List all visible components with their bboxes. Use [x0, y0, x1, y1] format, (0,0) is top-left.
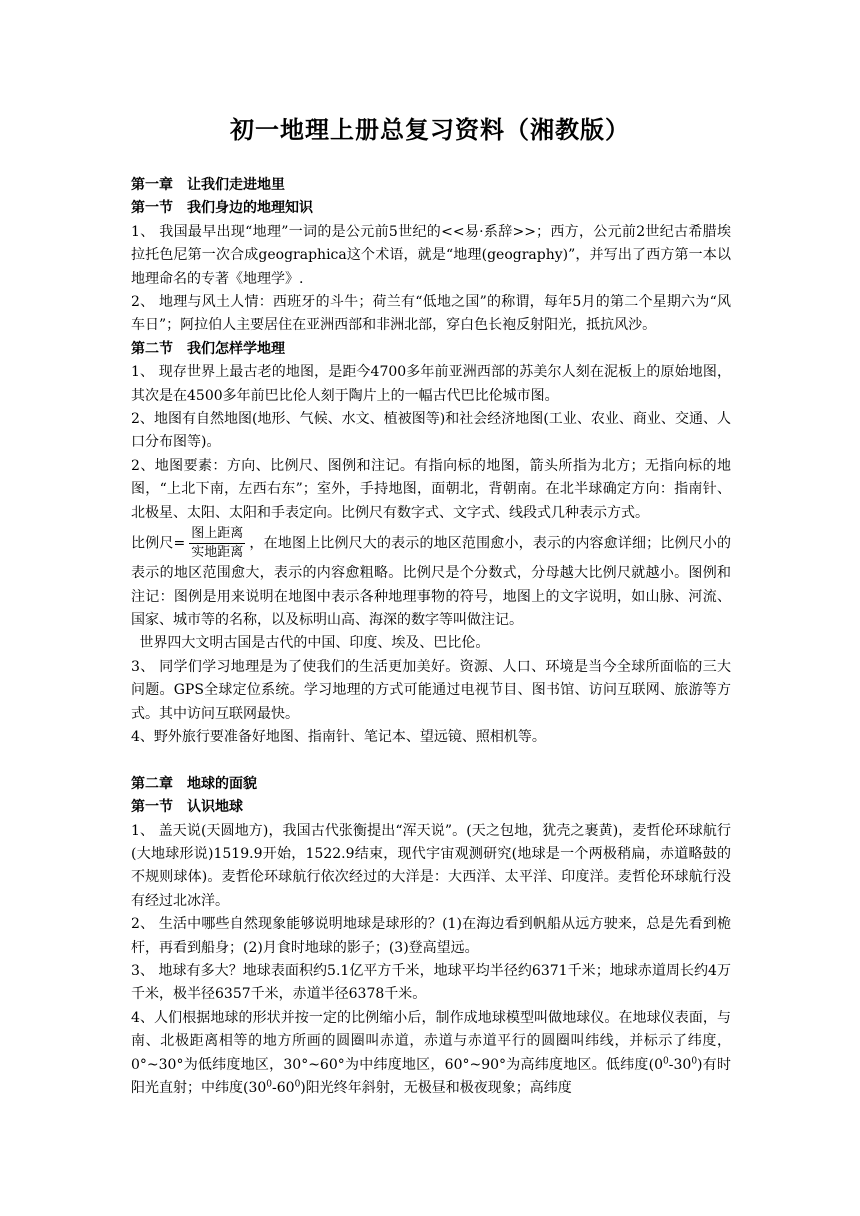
paragraph: 3、 地球有多大？地球表面积约5.1亿平方千米，地球平均半径约6371千米；地球赤道周长约4万千米，极半径6357千米，赤道半径6378千米。: [131, 962, 731, 1003]
paragraph: 4、野外旅行要准备好地图、指南针、笔记本、望远镜、照相机等。: [131, 728, 546, 745]
paragraph: 1、 盖天说(天圆地方)，我国古代张衡提出“浑天说”。(天之包地，犹壳之裹黄)，麦哲伦环球航行(大地球形说)1519.9开始，1522.9结束，现代宇宙观测研究(地球是一个两极稍扁，赤道略鼓的不规则球体)。麦哲伦环球航行依次经过的大洋是：大西洋、太平洋、印度洋。麦哲伦环球航行没有经过北冰洋。: [131, 822, 731, 909]
document-title: 初一地理上册总复习资料（湘教版）: [230, 116, 630, 144]
paragraph: 2、地图要素：方向、比例尺、图例和注记。有指向标的地图，箭头所指为北方；无指向标的地图，“上北下南，左西右东”；室外，手持地图，面朝北，背朝南。在北半球确定方向：指南针、北极星、太阳、太阳和手表定向。比例尺有数字式、文字式、线段式几种表示方式。: [131, 457, 731, 521]
superscript: 0: [294, 1079, 301, 1090]
fraction-denominator: 实地距离: [191, 545, 244, 561]
paragraph: 3、 同学们学习地理是为了使我们的生活更加美好。资源、人口、环境是当今全球所面临的三大问题。GPS全球定位系统。学习地理的方式可能通过电视节目、图书馆、访问互联网、旅游等方式。其中访问互联网最快。: [131, 658, 731, 722]
fraction-numerator: 图上距离: [189, 525, 245, 544]
paragraph: 2、地图有自然地图(地形、气候、水文、植被图等)和社会经济地图(工业、农业、商业、交通、人口分布图等)。: [131, 411, 731, 451]
paragraph: 2、 地理与风土人情：西班牙的斗牛；荷兰有“低地之国”的称谓，每年5月的第二个星期六为“风车日”；阿拉伯人主要居住在亚洲西部和非洲北部，穿白色长袍反射阳光，抵抗风沙。: [131, 294, 731, 334]
superscript: 0: [266, 1079, 273, 1090]
text-run: )阳光终年斜射，无极昼和极夜现象；高纬度: [300, 1080, 572, 1097]
document-body: [131, 174, 731, 1100]
paragraph: 世界四大文明古国是古代的中国、印度、埃及、巴比伦。: [139, 635, 490, 652]
section-heading: 第二节 我们怎样学地理: [131, 340, 285, 357]
paragraph: 2、 生活中哪些自然现象能够说明地球是球形的？(1)在海边看到帆船从远方驶来，总是先看到桅杆，再看到船身；(2)月食时地球的影子；(3)登高望远。: [131, 916, 731, 956]
text-run: 4、人们根据地球的形状并按一定的比例缩小后，制作成地球模型叫做地球仪。在地球仪表面，与南、北极距离相等的地方所画的圆圈叫赤道，赤道与赤道平行的圆圈叫纬线，并标示了纬度，0°~30°为低纬度地区，30°~60°为中纬度地区，60°~90°为高纬度地区。低纬度(0: [131, 1009, 731, 1073]
scale-fraction: [189, 525, 245, 562]
superscript: 0: [691, 1055, 698, 1066]
section-heading: 第一节 我们身边的地理知识: [131, 200, 313, 217]
text-run: -30: [668, 1056, 692, 1073]
paragraph: [131, 1007, 731, 1101]
superscript: 0: [663, 1055, 669, 1066]
chapter-heading: 第二章 地球的面貌: [131, 775, 257, 792]
paragraph: 1、 我国最早出现“地理”一词的是公元前5世纪的<<易·系辞>>；西方，公元前2世纪古希腊埃拉托色尼第一次合成geographica这个术语，就是“地理(geography)”，并写出了西方第一本以地理命名的专著《地理学》.: [131, 223, 731, 287]
text-run: )有时阳光直射；中纬度(30: [131, 1056, 731, 1097]
text-run: -60: [272, 1080, 295, 1097]
chapter-heading: 第一章 让我们走进地里: [131, 177, 285, 193]
scale-formula-paragraph: [131, 525, 731, 632]
spacer: [131, 749, 731, 772]
section-heading: 第一节 认识地球: [131, 799, 243, 816]
formula-rest: ，在地图上比例尺大的表示的地区范围愈小，表示的内容愈详细；比例尺小的表示的地区范围愈大，表示的内容愈粗略。比例尺是个分数式，分母越大比例尺就越小。图例和注记：图例是用来说明在地图中表示各种地理事物的符号，地图上的文字说明，如山脉、河流、国家、城市等的名称，以及标明山高、海深的数字等叫做注记。: [131, 535, 732, 628]
formula-lead: 比例尺=: [131, 535, 186, 552]
paragraph: 1、 现存世界上最古老的地图，是距今4700多年前亚洲西部的苏美尔人刻在泥板上的原始地图，其次是在4500多年前巴比伦人刻于陶片上的一幅古代巴比伦城市图。: [131, 364, 731, 404]
